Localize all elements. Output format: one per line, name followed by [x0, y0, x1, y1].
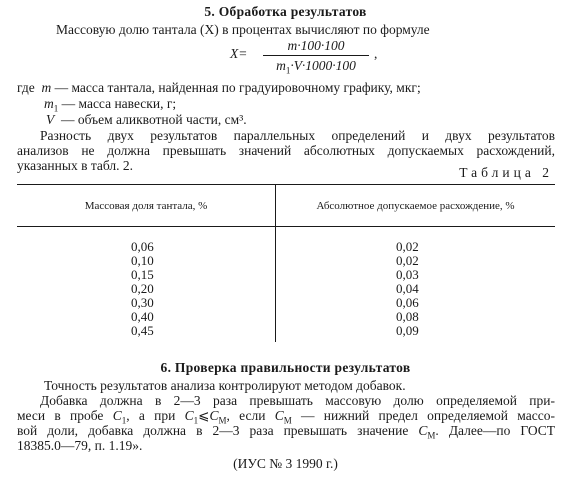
table-cell: 0,10 [131, 253, 154, 268]
table-cell: 0,06 [131, 239, 154, 254]
legend-row-v: V — объем аликвотной части, см³. [46, 112, 247, 127]
table-cell: 0,03 [396, 267, 419, 282]
section-5-heading: 5. Обработка результатов [204, 4, 367, 19]
table-cell: 0,04 [396, 281, 419, 296]
paragraph-line-2: анализов не должна превышать значений абсолютных допускаемых расхождений, [17, 143, 555, 158]
table-cell: 0,06 [396, 295, 419, 310]
table-cell: 0,45 [131, 323, 154, 338]
table-header-mass-fraction: Массовая доля тантала, % [84, 200, 208, 212]
section-6-heading: 6. Проверка правильности результатов [160, 360, 411, 375]
formula-numerator: m·100·100 [287, 38, 345, 53]
formula-fraction [263, 38, 369, 74]
table-cell: 0,09 [396, 323, 419, 338]
section-6-line-4: вой доли, добавка должна в 2—3 раза превышать значение $C_М$. Далее—по ГОСТ [17, 423, 555, 441]
table-cell: 0,20 [131, 281, 154, 296]
footer-reference: (ИУС № 3 1990 г.) [233, 456, 338, 471]
section-6-line-1: Точность результатов анализа контролируют методом добавок. [44, 378, 406, 393]
table-cell: 0,30 [131, 295, 154, 310]
table-header-tolerance: Абсолютное допускаемое расхождение, % [316, 200, 515, 212]
table-column-mass [131, 240, 154, 338]
table-cell: 0,08 [396, 309, 419, 324]
legend-row-m1: $m_1$ — масса навески, г; [44, 96, 177, 114]
tantalum-formula [230, 38, 430, 74]
table-cell: 0,15 [131, 267, 154, 282]
table-cell: 0,40 [131, 309, 154, 324]
formula-comma: , [374, 46, 378, 61]
table-caption: Таблица 2 [459, 165, 553, 180]
section-6-line-2: Добавка должна в 2—3 раза превышать массовую долю определяемой при- [40, 393, 555, 408]
section-6-line-5: 18385.0—79, п. 1.19». [17, 438, 143, 453]
paragraph-line-1: Разность двух результатов параллельных определений и двух результатов [40, 128, 555, 143]
fraction-bar [263, 55, 369, 56]
section-6-line-3: меси в пробе $C_1$, а при $C_1⩽C_М$, если $C_М$ — нижний предел определяемой массо- [17, 408, 555, 426]
paragraph-line-3: указанных в табл. 2. [17, 158, 134, 173]
table-header-rule [17, 226, 555, 227]
table-column-tolerance [396, 240, 419, 338]
table-top-rule [17, 184, 555, 185]
formula-lhs: X= [230, 46, 248, 61]
table-cell: 0,02 [396, 239, 419, 254]
table-cell: 0,02 [396, 253, 419, 268]
legend-row-m: где m — масса тантала, найденная по градуировочному графику, мкг; [17, 80, 421, 95]
formula-intro: Массовую долю тантала (X) в процентах вычисляют по формуле [56, 22, 430, 37]
formula-denominator: $m_1\cdot V\cdot 1000\cdot 100$ [276, 58, 356, 76]
